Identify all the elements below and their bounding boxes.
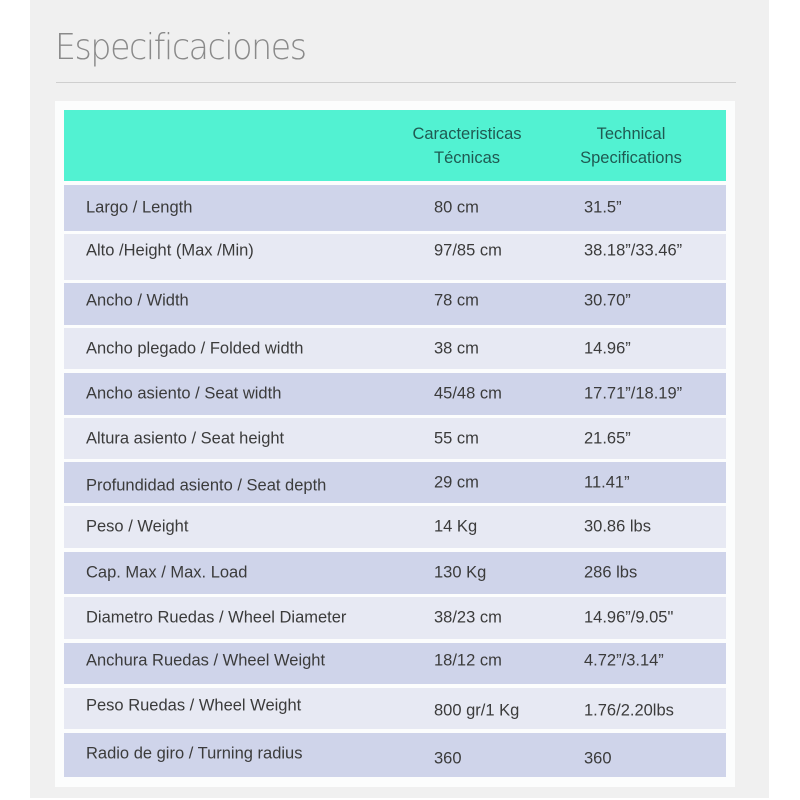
- row-label: Anchura Ruedas / Wheel Weight: [86, 651, 326, 670]
- row-label: Altura asiento / Seat height: [86, 429, 285, 447]
- table-row: [64, 552, 726, 594]
- row-imperial: 21.65”: [584, 429, 631, 447]
- row-label: Radio de giro / Turning radius: [86, 744, 303, 763]
- table-row: [64, 733, 726, 777]
- row-imperial: 17.71”/18.19”: [584, 384, 683, 403]
- row-metric: 97/85 cm: [434, 241, 502, 260]
- row-metric: 800 gr/1 Kg: [434, 701, 520, 720]
- row-label: Profundidad asiento / Seat depth: [86, 476, 327, 495]
- row-label: Ancho plegado / Folded width: [86, 339, 304, 357]
- title-divider: [56, 82, 736, 83]
- row-metric: 78 cm: [434, 291, 479, 310]
- row-label: Diametro Ruedas / Wheel Diameter: [86, 608, 347, 627]
- row-imperial: 30.86 lbs: [584, 517, 651, 536]
- row-label: Cap. Max / Max. Load: [86, 563, 248, 582]
- row-imperial: 14.96”/9.05": [584, 608, 674, 627]
- row-label: Largo / Length: [86, 198, 193, 217]
- row-metric: 55 cm: [434, 429, 479, 447]
- row-metric: 38 cm: [434, 339, 479, 357]
- row-label: Peso / Weight: [86, 517, 189, 536]
- row-imperial: 31.5”: [584, 198, 622, 217]
- table-row: [64, 597, 726, 639]
- table-header: [64, 110, 726, 181]
- row-imperial: 360: [584, 749, 612, 768]
- row-imperial: 30.70”: [584, 291, 631, 310]
- row-label: Alto /Height (Max /Min): [86, 241, 254, 260]
- row-metric: 130 Kg: [434, 563, 487, 582]
- row-label: Peso Ruedas / Wheel Weight: [86, 696, 302, 715]
- row-imperial: 14.96”: [584, 339, 631, 357]
- row-metric: 80 cm: [434, 198, 479, 217]
- table-row: [64, 328, 726, 369]
- row-label: Ancho asiento / Seat width: [86, 384, 282, 403]
- header-line: Specifications: [580, 149, 682, 167]
- table-row: [64, 373, 726, 415]
- table-row: [64, 506, 726, 548]
- row-metric: 18/12 cm: [434, 651, 502, 670]
- table-row: [64, 234, 726, 280]
- row-metric: 38/23 cm: [434, 608, 502, 627]
- table-row: [64, 462, 726, 503]
- table-row: [64, 688, 726, 729]
- page-title: Especificaciones: [55, 27, 306, 68]
- header-technical-specifications: [558, 122, 704, 170]
- table-row: [64, 643, 726, 684]
- row-label: Ancho / Width: [86, 291, 189, 310]
- header-line: Technical: [596, 125, 666, 143]
- table-row: [64, 283, 726, 325]
- header-caracteristicas-tecnicas: [396, 122, 538, 170]
- row-imperial: 1.76/2.20lbs: [584, 701, 674, 720]
- row-metric: 360: [434, 749, 462, 768]
- header-line: Caracteristicas: [412, 125, 522, 143]
- row-imperial: 286 lbs: [584, 563, 638, 582]
- header-line: Técnicas: [433, 149, 501, 167]
- table-row: [64, 418, 726, 459]
- row-metric: 29 cm: [434, 473, 479, 492]
- row-imperial: 11.41”: [584, 473, 630, 492]
- row-imperial: 4.72”/3.14”: [584, 651, 664, 670]
- table-row: [64, 185, 726, 231]
- row-imperial: 38.18”/33.46”: [584, 241, 683, 260]
- row-metric: 14 Kg: [434, 517, 478, 536]
- row-metric: 45/48 cm: [434, 384, 502, 403]
